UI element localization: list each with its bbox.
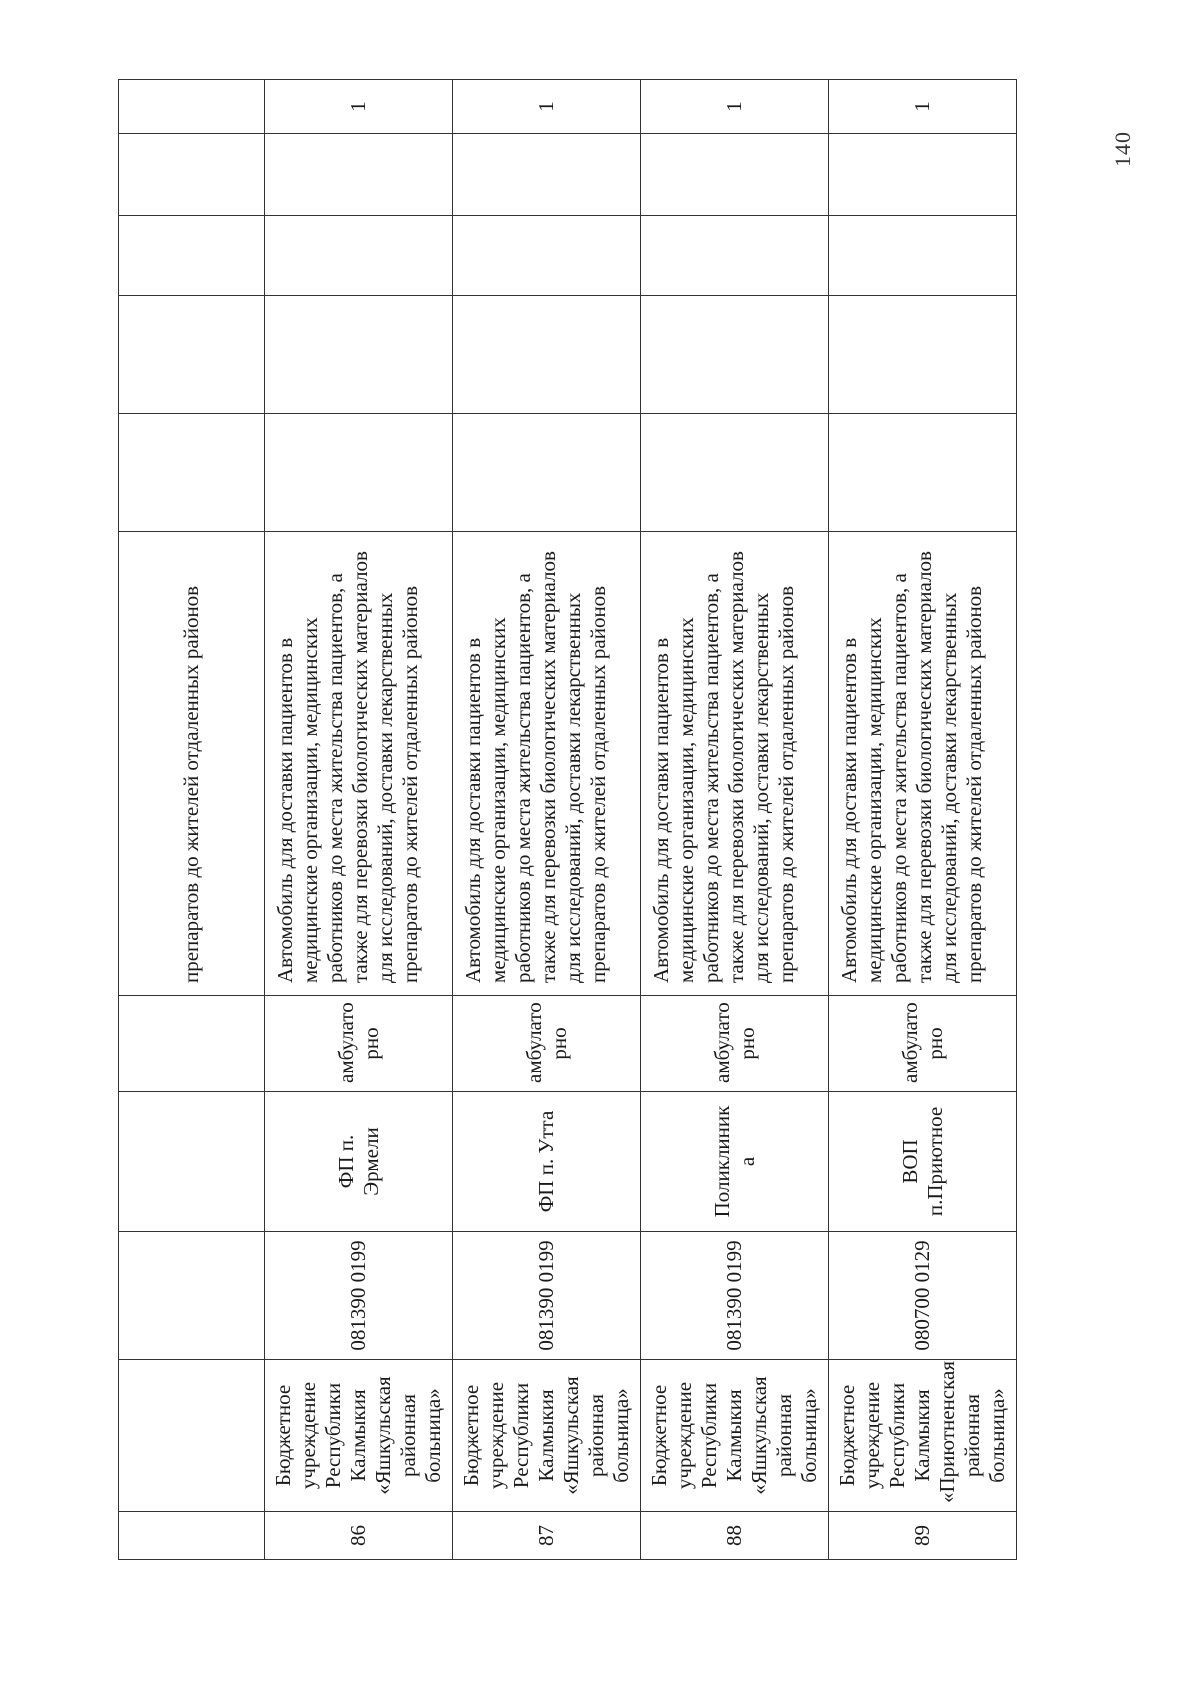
organization-code: 080700 0129 [829,1232,1017,1360]
rotated-table-container [118,80,1009,1560]
quantity: 1 [829,80,1017,134]
cell-empty [641,134,829,216]
cell-empty [265,414,453,532]
organization-name: Бюджетное учреждение Республики Калмыкия «Яшкульская районная больница» [453,1360,641,1512]
cell-empty [829,134,1017,216]
table-row [453,80,641,1560]
organization-code: 081390 0199 [453,1232,641,1360]
cell-empty [265,216,453,296]
continuation-text: препаратов до жителей отдаленных районов [119,532,265,996]
subdivision-name: ВОП п.Приютное [829,1092,1017,1232]
cell-empty [453,216,641,296]
care-mode: амбулато рно [265,996,453,1092]
organization-name: Бюджетное учреждение Республики Калмыкия «Яшкульская районная больница» [265,1360,453,1512]
cell-empty [119,80,265,134]
subdivision-name: Поликлиник а [641,1092,829,1232]
care-mode: амбулато рно [453,996,641,1092]
organization-name: Бюджетное учреждение Республики Калмыкия «Приютненская районная больница» [829,1360,1017,1512]
cell-empty [641,296,829,414]
continuation-row [119,80,265,1560]
cell-empty [265,134,453,216]
row-number: 87 [453,1512,641,1560]
cell-empty [265,296,453,414]
care-mode: амбулато рно [641,996,829,1092]
row-number: 88 [641,1512,829,1560]
subdivision-name: ФП п. Утта [453,1092,641,1232]
cell-empty [119,1232,265,1360]
row-number: 86 [265,1512,453,1560]
quantity: 1 [641,80,829,134]
equipment-description: Автомобиль для доставки пациентов в медицинские организации, медицинских работников до места жительства пациентов, а также для перевозки биологических материалов для исследований, доставки лекарственных препаратов до жителей отдаленных районов [829,532,1017,996]
cell-empty [119,296,265,414]
cell-empty [119,996,265,1092]
cell-empty [453,296,641,414]
organization-name: Бюджетное учреждение Республики Калмыкия «Яшкульская районная больница» [641,1360,829,1512]
cell-empty [641,216,829,296]
cell-empty [119,1092,265,1232]
cell-empty [829,216,1017,296]
cell-empty [829,296,1017,414]
equipment-description: Автомобиль для доставки пациентов в медицинские организации, медицинских работников до места жительства пациентов, а также для перевозки биологических материалов для исследований, доставки лекарственных препаратов до жителей отдаленных районов [453,532,641,996]
row-number: 89 [829,1512,1017,1560]
subdivision-name: ФП п. Эрмели [265,1092,453,1232]
cell-empty [453,414,641,532]
cell-empty [119,414,265,532]
care-mode: амбулато рно [829,996,1017,1092]
equipment-description: Автомобиль для доставки пациентов в медицинские организации, медицинских работников до места жительства пациентов, а также для перевозки биологических материалов для исследований, доставки лекарственных препаратов до жителей отдаленных районов [641,532,829,996]
cell-empty [119,216,265,296]
cell-empty [119,1360,265,1512]
cell-empty [453,134,641,216]
equipment-table [118,79,1017,1560]
quantity: 1 [265,80,453,134]
organization-code: 081390 0199 [641,1232,829,1360]
table-row [829,80,1017,1560]
cell-empty [119,1512,265,1560]
table-row [265,80,453,1560]
quantity: 1 [453,80,641,134]
table-row [641,80,829,1560]
organization-code: 081390 0199 [265,1232,453,1360]
cell-empty [829,414,1017,532]
page-number-text: 140 [1110,131,1135,167]
equipment-description: Автомобиль для доставки пациентов в медицинские организации, медицинских работников до места жительства пациентов, а также для перевозки биологических материалов для исследований, доставки лекарственных препаратов до жителей отдаленных районов [265,532,453,996]
cell-empty [641,414,829,532]
cell-empty [119,134,265,216]
page-number [1110,79,1136,167]
